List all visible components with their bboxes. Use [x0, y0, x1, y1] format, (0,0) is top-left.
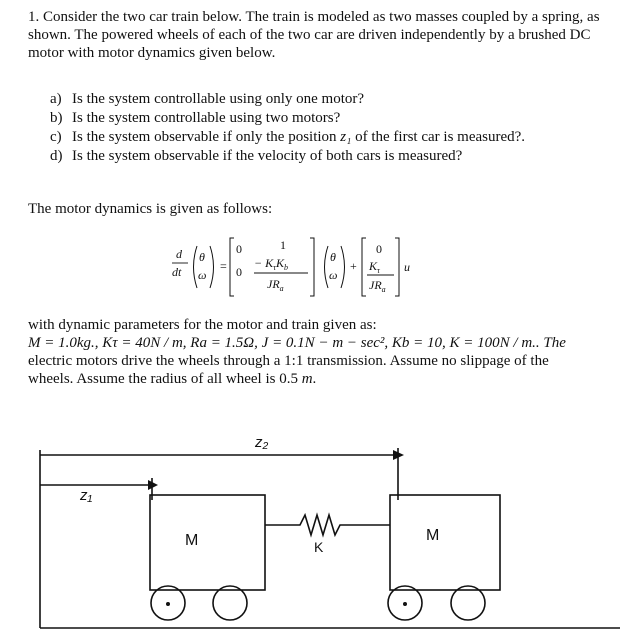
motor-dynamics-equation — [170, 232, 470, 302]
eq-a21: 0 — [236, 265, 242, 279]
eq-paren-left-2 — [325, 246, 329, 288]
question-text: Is the system controllable using only one motor? — [72, 91, 365, 107]
question-c — [50, 128, 610, 147]
question-text: Is the system observable if only the position — [72, 129, 341, 145]
params-line-1: with dynamic parameters for the motor and train given as: — [28, 317, 377, 333]
eq-equals: = — [220, 259, 227, 273]
z1-variable: z₁ — [340, 129, 352, 145]
parameters-paragraph — [28, 316, 618, 388]
eq-plus: + — [350, 259, 357, 273]
eq-omega-2: ω — [329, 268, 338, 282]
mass-2-label: M — [426, 527, 440, 544]
question-text: Is the system controllable using two motors? — [72, 110, 341, 126]
eq-u: u — [404, 260, 410, 274]
params-line-4-text: wheels. Assume the radius of all wheel is 0.5 — [28, 371, 302, 387]
eq-paren-right-2 — [341, 246, 345, 288]
question-b — [50, 109, 610, 128]
mass-1-label: M — [185, 532, 199, 549]
question-label: c) — [50, 129, 62, 145]
eq-bracket-a-left — [230, 238, 234, 296]
spring-label: K — [314, 539, 324, 555]
eq-a22-den: $JR_a$ — [267, 277, 284, 293]
question-list — [50, 90, 610, 166]
problem-statement: 1. Consider the two car train below. The train is modeled as two masses coupled by a spring, as shown. The powered wheels of each of the two car are driven independently by a brushed DC motor with motor dynamics given below. — [28, 9, 600, 61]
params-line-3: electric motors drive the wheels through a 1:1 transmission. Assume no slippage of the — [28, 353, 549, 369]
z2-label: z₂ — [255, 434, 269, 451]
question-text: of the first car is measured?. — [351, 129, 526, 145]
params-line-4 — [28, 370, 618, 388]
motor-dynamics-intro: The motor dynamics is given as follows: — [28, 201, 273, 217]
question-label: a) — [50, 91, 62, 107]
question-label: b) — [50, 110, 63, 126]
z1-arrowhead — [148, 480, 158, 490]
eq-d: d — [176, 247, 182, 261]
eq-bracket-b-left — [362, 238, 366, 296]
eq-bracket-a-right — [310, 238, 314, 296]
eq-theta-2: θ — [330, 250, 336, 264]
eq-a22-num: − $K_\tau K_b$ — [254, 256, 288, 272]
eq-theta: θ — [199, 250, 205, 264]
question-text: Is the system observable if the velocity of both cars is measured? — [72, 148, 463, 164]
eq-b2-num-visible: $K_\tau$ — [369, 259, 380, 275]
z1-label: z₁ — [80, 487, 93, 504]
car-1-wheel-right — [213, 586, 247, 620]
car-1-body — [150, 495, 265, 590]
eq-paren-right — [210, 246, 214, 288]
eq-b2-den: $JR_a$ — [369, 278, 386, 294]
car-2-wheel-right — [451, 586, 485, 620]
question-a — [50, 90, 610, 109]
question-d — [50, 147, 610, 166]
params-line-2: M = 1.0kg., Kτ = 40N / m, Ra = 1.5Ω, J = 0.1N − m − sec², Kb = 10, K = 100N / m.. The — [28, 335, 566, 351]
car-2-axle-left — [403, 602, 407, 606]
eq-a12: 1 — [280, 238, 286, 252]
eq-bracket-b-right — [395, 238, 399, 296]
eq-a11: 0 — [236, 242, 242, 256]
params-line-4-end: . — [312, 371, 317, 387]
eq-dt: dt — [172, 265, 182, 279]
params-line-4-unit: m — [301, 371, 313, 387]
spring — [265, 515, 390, 535]
car-2-body — [390, 495, 500, 590]
two-car-train-diagram — [0, 430, 633, 637]
eq-paren-left — [194, 246, 198, 288]
car-1-axle-left — [166, 602, 170, 606]
eq-omega: ω — [198, 268, 207, 282]
question-label: d) — [50, 148, 63, 164]
eq-b1: 0 — [376, 242, 382, 256]
